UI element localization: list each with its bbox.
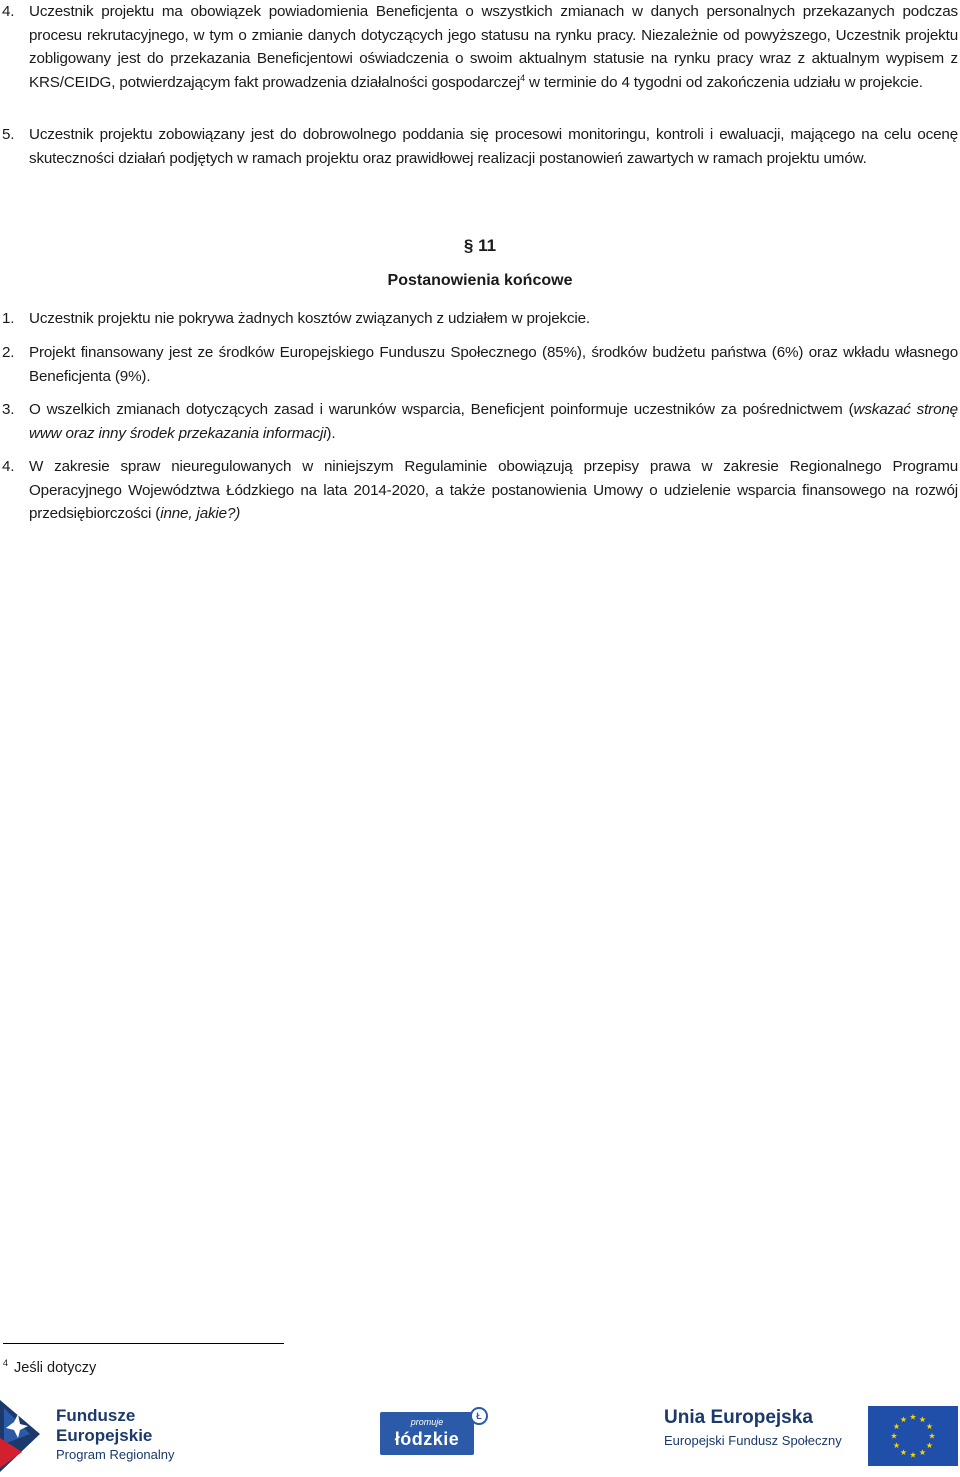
logos-bar xyxy=(0,1388,960,1477)
final-item-1 xyxy=(0,307,958,331)
section-number: § 11 xyxy=(463,236,497,255)
item-text: Uczestnik projektu ma obowiązek powiadomienia Beneficjenta o wszystkich zmianach w danych personalnych przekazanych podczas procesu rekrutacyjnego, w tym o zmianie danych dotyczących jego statusu na rynku pracy. Niezależnie od powyższego, Uczestnik projektu zobligowany jest do przekazania Beneficjentowi oświadczenia o swoim aktualnym statusie na rynku pracy wraz z aktualnym wypisem z KRS/CEIDG, potwierdzającym fakt prowadzenia działalności gospodarczej$^4$ w terminie do 4 tygodni od zakończenia udziału w projekcie. xyxy=(29,3,958,91)
final-item-4 xyxy=(0,455,958,526)
fe-line-3: Program Regionalny xyxy=(56,1447,175,1462)
final-item-3 xyxy=(0,398,958,445)
lodz-line-2: łódzkie xyxy=(394,1429,460,1449)
footnote-reference[interactable]: 4 xyxy=(520,72,525,83)
final-item-2 xyxy=(0,341,958,388)
footnote-marker: 4 xyxy=(3,1358,9,1368)
item-text: O wszelkich zmianach dotyczących zasad i warunków wsparcia, Beneficjent poinformuje uczestników za pośrednictwem (wskazać stronę www oraz inny środek przekazania informacji). xyxy=(29,401,958,442)
unia-europejska-logo xyxy=(664,1406,854,1466)
footnote-text: Jeśli dotyczy xyxy=(14,1359,97,1376)
footnote-separator xyxy=(3,1343,284,1344)
footnote xyxy=(3,1352,96,1379)
fundusze-europejskie-logo xyxy=(0,1392,190,1472)
item-text: Projekt finansowany jest ze środków Europejskiego Funduszu Społecznego (85%), środków budżetu państwa (6%) oraz wkładu własnego Beneficjenta (9%). xyxy=(29,344,958,385)
item-number: 4. xyxy=(2,3,15,20)
fe-line-1: Fundusze xyxy=(56,1406,136,1425)
fe-star-icon xyxy=(0,1392,46,1472)
item-number: 3. xyxy=(2,401,15,418)
item-number: 4. xyxy=(2,458,15,475)
item-number: 1. xyxy=(2,310,15,327)
fe-line-2: Europejskie xyxy=(56,1426,153,1445)
item-text: W zakresie spraw nieuregulowanych w niniejszym Regulaminie obowiązują przepisy prawa w zakresie Regionalnego Programu Operacyjnego Województwa Łódzkiego na lata 2014-2020, a także postanowienia Umowy o udzielenie wsparcia finansowego na rozwój przedsiębiorczości (inne, jakie?) xyxy=(29,458,958,523)
ue-line-1: Unia Europejska xyxy=(664,1407,813,1428)
item-number: 2. xyxy=(2,344,15,361)
lodz-mark-icon: Ł xyxy=(470,1407,488,1425)
item-number: 5. xyxy=(2,126,15,143)
paragraph-item-4 xyxy=(0,0,958,94)
ue-line-2: Europejski Fundusz Społeczny xyxy=(664,1433,842,1448)
section-title: Postanowienia końcowe xyxy=(387,272,573,289)
item-text: Uczestnik projektu zobowiązany jest do dobrowolnego poddania się procesowi monitoringu, kontroli i ewaluacji, mającego na celu ocenę skuteczności działań podjętych w ramach projektu oraz prawidłowej realizacji postanowień zawartych w ramach projektu umów. xyxy=(29,126,958,167)
eu-flag-icon xyxy=(868,1406,958,1466)
lodz-line-1: promuje xyxy=(410,1417,444,1427)
promuje-lodzkie-logo xyxy=(380,1407,486,1457)
item-text: Uczestnik projektu nie pokrywa żadnych kosztów związanych z udziałem w projekcie. xyxy=(29,310,591,327)
paragraph-item-5 xyxy=(0,123,958,170)
